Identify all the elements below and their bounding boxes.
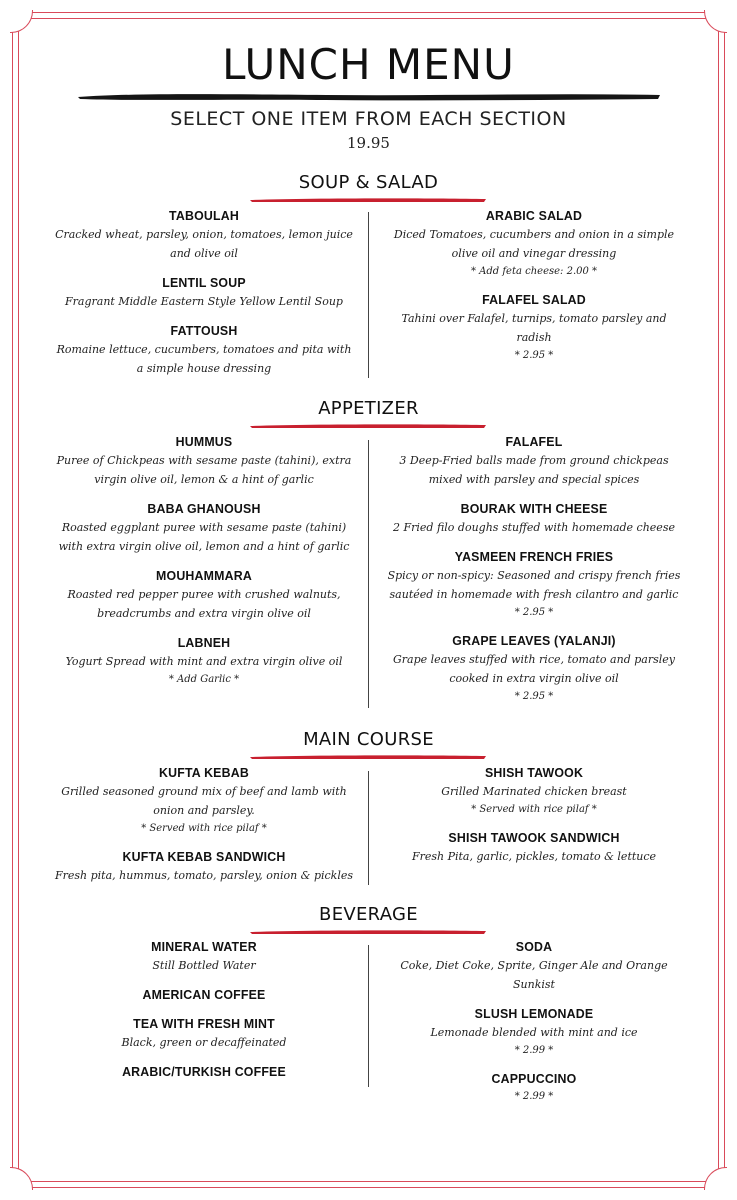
menu-item-note: * Served with rice pilaf * bbox=[471, 804, 597, 815]
menu-item bbox=[384, 291, 684, 364]
main-course-right-column bbox=[384, 764, 684, 877]
menu-item-description: Romaine lettuce, cucumbers, tomatoes and pita with a simple house dressing bbox=[56, 343, 352, 375]
section-underline bbox=[248, 928, 488, 936]
menu-item-note: * 2.95 * bbox=[514, 350, 554, 361]
menu-item bbox=[384, 207, 684, 280]
menu-item-name: TEA WITH FRESH MINT bbox=[133, 1016, 275, 1031]
menu-item-name: LABNEH bbox=[177, 635, 231, 650]
menu-item-name: ARABIC SALAD bbox=[485, 208, 583, 223]
menu-item-name: TABOULAH bbox=[169, 208, 239, 223]
menu-item-description: Fragrant Middle Eastern Style Yellow Lentil Soup bbox=[65, 295, 343, 308]
menu-item-name: ARABIC/TURKISH COFFEE bbox=[122, 1064, 286, 1079]
menu-item bbox=[384, 548, 684, 621]
menu-item bbox=[54, 207, 354, 263]
section-heading-beverage: BEVERAGE bbox=[319, 904, 418, 925]
menu-item bbox=[54, 848, 354, 885]
beverage-right-column bbox=[384, 938, 684, 1116]
menu-item-description: Lemonade blended with mint and ice bbox=[430, 1026, 638, 1039]
menu-item-description: Fresh Pita, garlic, pickles, tomato & lettuce bbox=[411, 850, 657, 863]
menu-item-description: Roasted eggplant puree with sesame paste (tahini) with extra virgin olive oil, lemon and a hint of garlic bbox=[58, 521, 350, 553]
menu-item bbox=[384, 433, 684, 489]
menu-item-name: BABA GHANOUSH bbox=[147, 501, 261, 516]
menu-item bbox=[54, 274, 354, 311]
section-underline bbox=[248, 753, 488, 761]
menu-item-note: * Served with rice pilaf * bbox=[141, 823, 267, 834]
menu-item-note: * Add Garlic * bbox=[168, 674, 240, 685]
menu-item-name: SHISH TAWOOK SANDWICH bbox=[448, 830, 620, 845]
menu-item-name: LENTIL SOUP bbox=[162, 275, 246, 290]
menu-item bbox=[384, 938, 684, 994]
menu-item bbox=[54, 938, 354, 975]
menu-item-description: Yogurt Spread with mint and extra virgin olive oil bbox=[65, 655, 343, 668]
menu-item-name: GRAPE LEAVES (YALANJI) bbox=[452, 633, 616, 648]
menu-item-description: Fresh pita, hummus, tomato, parsley, onion & pickles bbox=[54, 869, 354, 882]
menu-item-description: 2 Fried filo doughs stuffed with homemade cheese bbox=[393, 521, 675, 534]
menu-item-name: BOURAK WITH CHEESE bbox=[460, 501, 608, 516]
menu-item-description: Black, green or decaffeinated bbox=[121, 1036, 287, 1049]
menu-title: LUNCH MENU bbox=[222, 40, 515, 89]
title-brush-stroke bbox=[76, 90, 662, 104]
menu-item bbox=[384, 500, 684, 537]
menu-item-name: FALAFEL bbox=[505, 434, 563, 449]
menu-item bbox=[54, 433, 354, 489]
main-course-left-column bbox=[54, 764, 354, 896]
menu-item-name: MOUHAMMARA bbox=[156, 568, 252, 583]
menu-item-description: Grilled Marinated chicken breast bbox=[441, 785, 627, 798]
section-underline bbox=[248, 196, 488, 204]
menu-item bbox=[384, 764, 684, 818]
menu-item-name: FALAFEL SALAD bbox=[482, 292, 586, 307]
menu-item bbox=[54, 500, 354, 556]
menu-item bbox=[54, 986, 354, 1004]
section-heading-appetizer: APPETIZER bbox=[318, 398, 419, 419]
section-heading-main-course: MAIN COURSE bbox=[303, 729, 434, 750]
menu-item-name: AMERICAN COFFEE bbox=[142, 987, 266, 1002]
menu-item-description: Spicy or non-spicy: Seasoned and crispy french fries sautéed in homemade with fresh cilantro and garlic bbox=[387, 569, 681, 601]
menu-item-name: SODA bbox=[515, 939, 553, 954]
menu-item bbox=[384, 632, 684, 705]
menu-item bbox=[384, 1005, 684, 1059]
menu-item bbox=[54, 764, 354, 837]
menu-item bbox=[384, 829, 684, 866]
menu-item-name: HUMMUS bbox=[175, 434, 233, 449]
menu-subtitle: SELECT ONE ITEM FROM EACH SECTION bbox=[170, 108, 567, 130]
menu-item-note: * 2.95 * bbox=[514, 607, 554, 618]
menu-item-name: FATTOUSH bbox=[170, 323, 238, 338]
menu-item bbox=[54, 1063, 354, 1081]
menu-item-name: KUFTA KEBAB bbox=[159, 765, 249, 780]
column-divider bbox=[368, 440, 369, 708]
section-underline bbox=[248, 422, 488, 430]
menu-item-description: Coke, Diet Coke, Sprite, Ginger Ale and Orange Sunkist bbox=[400, 959, 668, 991]
menu-item bbox=[54, 567, 354, 623]
menu-item-note: * 2.99 * bbox=[514, 1091, 554, 1102]
appetizer-right-column bbox=[384, 433, 684, 716]
menu-item-description: Diced Tomatoes, cucumbers and onion in a simple olive oil and vinegar dressing bbox=[393, 228, 675, 260]
menu-item bbox=[54, 322, 354, 378]
soup-salad-right-column bbox=[384, 207, 684, 375]
menu-item-note: * 2.95 * bbox=[514, 691, 554, 702]
appetizer-left-column bbox=[54, 433, 354, 699]
menu-item-name: SLUSH LEMONADE bbox=[474, 1006, 594, 1021]
menu-item bbox=[384, 1070, 684, 1105]
menu-item-description: Puree of Chickpeas with sesame paste (tahini), extra virgin olive oil, lemon & a hint of garlic bbox=[56, 454, 352, 486]
soup-salad-left-column bbox=[54, 207, 354, 389]
menu-item-description: 3 Deep-Fried balls made from ground chickpeas mixed with parsley and special spices bbox=[399, 454, 669, 486]
menu-item-description: Cracked wheat, parsley, onion, tomatoes, lemon juice and olive oil bbox=[55, 228, 353, 260]
menu-item-description: Still Bottled Water bbox=[152, 959, 256, 972]
menu-item-name: KUFTA KEBAB SANDWICH bbox=[122, 849, 286, 864]
menu-price: 19.95 bbox=[347, 134, 390, 152]
menu-item-description: Roasted red pepper puree with crushed walnuts, breadcrumbs and extra virgin olive oil bbox=[67, 588, 341, 620]
column-divider bbox=[368, 771, 369, 885]
menu-item-name: CAPPUCCINO bbox=[491, 1071, 577, 1086]
menu-item-description: Grilled seasoned ground mix of beef and lamb with onion and parsley. bbox=[61, 785, 347, 817]
menu-item-name: MINERAL WATER bbox=[151, 939, 257, 954]
beverage-left-column bbox=[54, 938, 354, 1092]
menu-item-name: YASMEEN FRENCH FRIES bbox=[454, 549, 614, 564]
menu-item-note: * Add feta cheese: 2.00 * bbox=[470, 266, 598, 277]
menu-item-note: * 2.99 * bbox=[514, 1045, 554, 1056]
column-divider bbox=[368, 945, 369, 1087]
menu-item bbox=[54, 634, 354, 688]
section-heading-soup-salad: SOUP & SALAD bbox=[298, 172, 439, 193]
menu-item bbox=[54, 1015, 354, 1052]
menu-item-name: SHISH TAWOOK bbox=[484, 765, 584, 780]
column-divider bbox=[368, 212, 369, 378]
menu-item-description: Grape leaves stuffed with rice, tomato and parsley cooked in extra virgin olive oil bbox=[393, 653, 675, 685]
menu-item-description: Tahini over Falafel, turnips, tomato parsley and radish bbox=[401, 312, 667, 344]
